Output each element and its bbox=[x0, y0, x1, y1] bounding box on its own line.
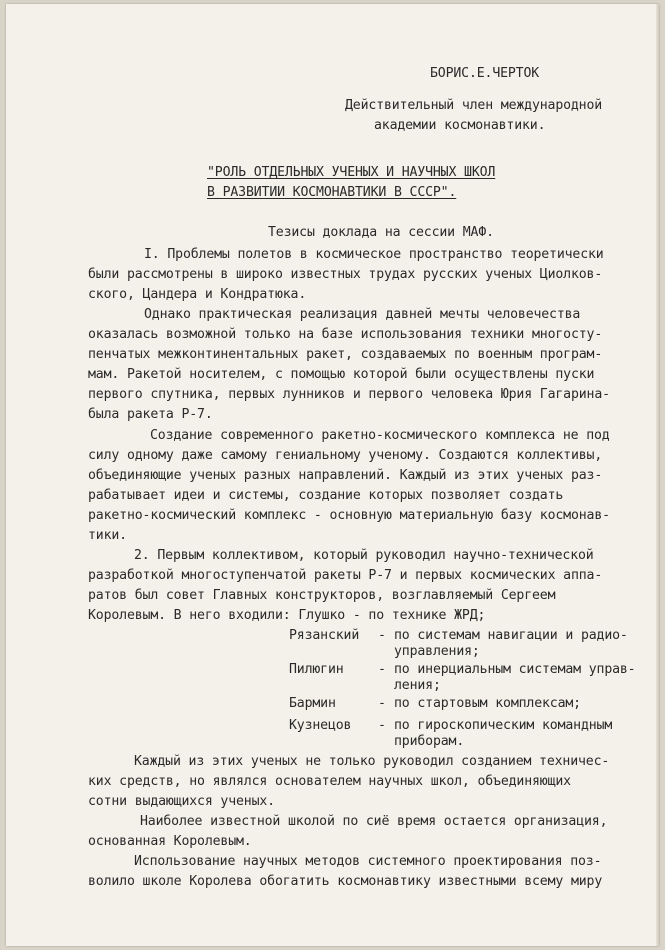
para1-line-3: ского, Цандера и Кондратюка. bbox=[88, 287, 307, 302]
para1-line-2: были рассмотрены в широко известных трудах русских ученых Циолков- bbox=[88, 267, 603, 282]
author-title-line-2: академии космонавтики. bbox=[374, 118, 546, 133]
member-role-1a: по системам навигации и радио- bbox=[394, 628, 628, 643]
author-name: БОРИС.Е.ЧЕРТОК bbox=[430, 66, 540, 81]
para5-line-3: сотни выдающихся ученых. bbox=[88, 794, 275, 809]
member-name-1: Рязанский bbox=[289, 628, 360, 643]
member-role-2a: по инерциальным системам управ- bbox=[394, 662, 636, 677]
para5-line-1: Каждый из этих ученых не только руководил созданием техничес- bbox=[134, 754, 610, 769]
para4-line-2: разработкой многоступенчатой ракеты Р-7 и первых космических аппа- bbox=[88, 568, 603, 583]
para2-line-5: первого спутника, первых лунников и первого человека Юрия Гагарина- bbox=[88, 387, 610, 402]
para2-line-4: мам. Ракетой носителем, с помощью которой были осуществлены пуски bbox=[88, 367, 595, 382]
member-name-3: Бармин bbox=[289, 696, 336, 711]
author-title-line-1: Действительный член международной bbox=[345, 98, 603, 113]
para7-line-2: волило школе Королева обогатить космонавтику известными всему миру bbox=[88, 874, 603, 889]
para4-line-4: Королевым. В него входили: Глушко - по технике ЖРД; bbox=[88, 608, 486, 623]
member-role-1b: управления; bbox=[394, 644, 480, 659]
para7-line-1: Использование научных методов системного проектирования поз- bbox=[134, 854, 602, 869]
document-page bbox=[6, 4, 659, 946]
para4-line-3: ратов был совет Главных конструкторов, возглавляемый Сергеем bbox=[88, 588, 556, 603]
para3-line-5: ракетно-космический комплекс - основную материальную базу космонав- bbox=[88, 508, 610, 523]
member-role-2b: ления; bbox=[394, 678, 441, 693]
para2-line-3: пенчатых межконтинентальных ракет, создаваемых по военным програм- bbox=[88, 347, 603, 362]
subtitle: Тезисы доклада на сессии МАФ. bbox=[268, 225, 494, 240]
para6-line-2: основанная Королевым. bbox=[88, 834, 252, 849]
member-role-3a: по стартовым комплексам; bbox=[394, 696, 581, 711]
member-dash-2: - bbox=[378, 662, 386, 677]
para6-line-1: Наиболее известной школой по сиё время остается организация, bbox=[140, 814, 608, 829]
member-dash-3: - bbox=[378, 696, 386, 711]
para3-line-1: Создание современного ракетно-космического комплекса не под bbox=[150, 428, 610, 443]
document-title-line-2: В РАЗВИТИИ КОСМОНАВТИКИ В СССР". bbox=[207, 185, 457, 200]
para2-line-1: Однако практическая реализация давней мечты человечества bbox=[144, 307, 581, 322]
member-role-4a: по гироскопическим командным bbox=[394, 718, 613, 733]
member-name-2: Пилюгин bbox=[289, 662, 344, 677]
member-dash-1: - bbox=[378, 628, 386, 643]
para5-line-2: ких средств, но являлся основателем научных школ, объединяющих bbox=[88, 774, 571, 789]
member-name-4: Кузнецов bbox=[289, 718, 352, 733]
para1-line-1: I. Проблемы полетов в космическое пространство теоретически bbox=[144, 247, 604, 262]
para4-line-1: 2. Первым коллективом, который руководил научно-технической bbox=[134, 548, 594, 563]
para2-line-2: оказалась возможной только на базе использования техники многосту- bbox=[88, 327, 603, 342]
para3-line-4: рабатывает идеи и системы, создание которых позволяет создать bbox=[88, 488, 564, 503]
document-title-line-1: "РОЛЬ ОТДЕЛЬНЫХ УЧЕНЫХ И НАУЧНЫХ ШКОЛ bbox=[207, 165, 496, 180]
para2-line-6: была ракета Р-7. bbox=[88, 407, 213, 422]
para3-line-2: силу одному даже самому гениальному ученому. Создаются коллективы, bbox=[88, 448, 603, 463]
member-role-4b: приборам. bbox=[394, 734, 465, 749]
page-edge bbox=[656, 4, 659, 946]
member-dash-4: - bbox=[378, 718, 386, 733]
para3-line-6: тики. bbox=[88, 528, 127, 543]
para3-line-3: объединяющие ученых разных направлений. Каждый из этих ученых раз- bbox=[88, 468, 603, 483]
